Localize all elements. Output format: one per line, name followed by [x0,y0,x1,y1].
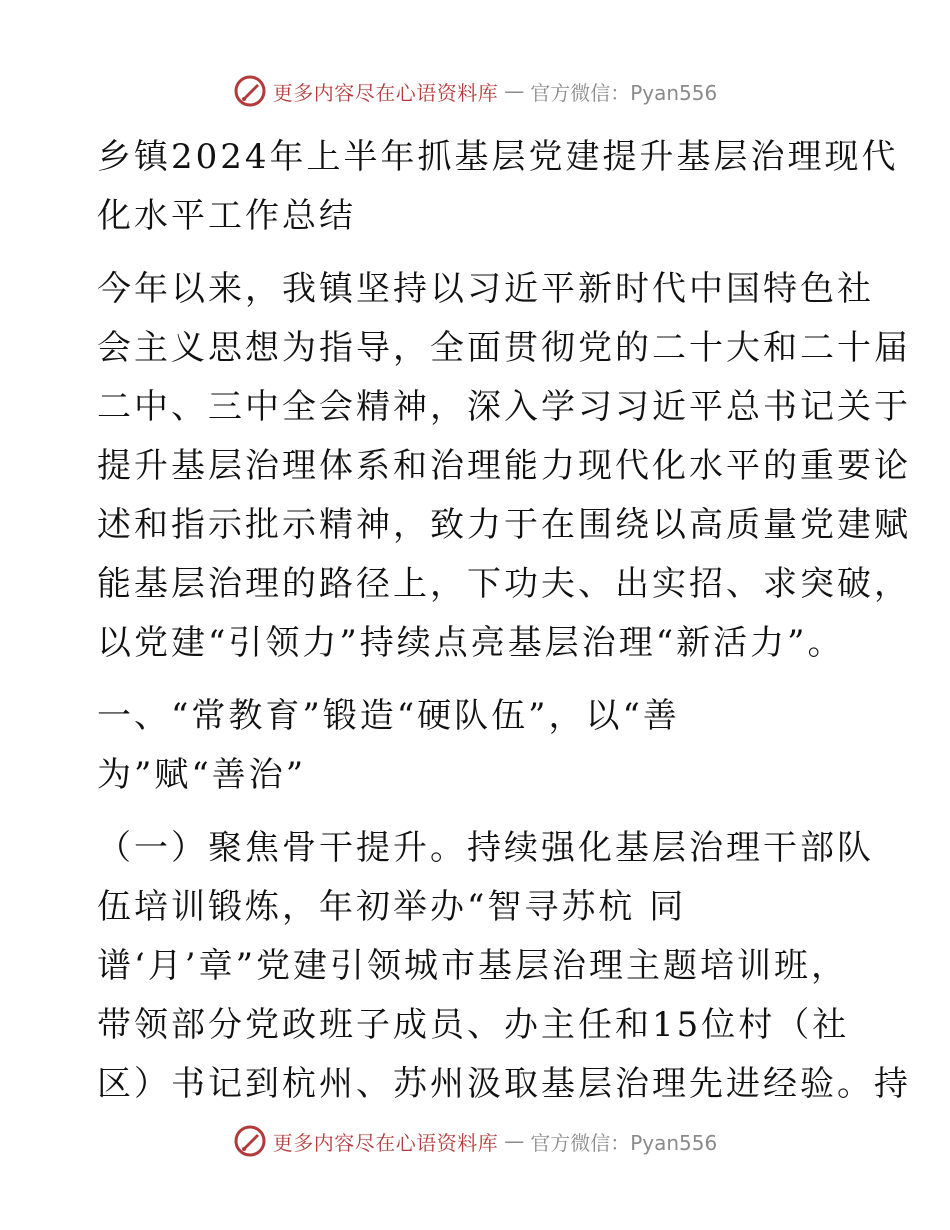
paragraph-line: 区）书记到杭州、苏州汲取基层治理先进经验。持 [97,1064,911,1104]
watermark-contact: 官方微信：Pyan556 [530,1130,718,1155]
paragraph-line: 能基层治理的路径上，下功夫、出实招、求突破， [97,564,911,604]
paragraph-line: 伍培训锻炼，年初举办“智寻苏杭 同 [97,887,687,927]
watermark-top [0,74,950,108]
paragraph-line: 二中、三中全会精神，深入学习习近平总书记关于 [97,387,911,427]
watermark-separator: — [504,1129,525,1153]
watermark-separator: — [504,79,525,103]
paragraph-line: 今年以来，我镇坚持以习近平新时代中国特色社 [97,269,874,309]
paragraph-line: （一）聚焦骨干提升。持续强化基层治理干部队 [97,828,874,868]
title-line: 乡镇2024年上半年抓基层党建提升基层治理现代 [97,137,899,177]
paragraph-line: 带领部分党政班子成员、办主任和15位村（社 [97,1005,850,1045]
watermark-site: 更多内容尽在心语资料库 [272,80,499,105]
intro-paragraph [97,260,911,673]
watermark-site: 更多内容尽在心语资料库 [272,1130,499,1155]
pen-logo-icon [233,1124,267,1158]
watermark-contact: 官方微信：Pyan556 [530,80,718,105]
pen-logo-icon [233,74,267,108]
watermark-bottom [0,1124,950,1158]
heading-line: 为”赋“善治” [97,755,307,795]
paragraph-line: 述和指示批示精神，致力于在围绕以高质量党建赋 [97,505,911,545]
paragraph-line: 会主义思想为指导，全面贯彻党的二十大和二十届 [97,328,911,368]
document-body [97,128,911,1114]
document-title [97,128,899,246]
paragraph-line: 谱‘月’章”党建引领城市基层治理主题培训班， [97,946,848,986]
paragraph-line: 提升基层治理体系和治理能力现代化水平的重要论 [97,446,911,486]
heading-line: 一、“常教育”锻造“硬队伍”，以“善 [97,696,680,736]
section-heading [97,687,857,805]
section-paragraph [97,819,911,1114]
title-line: 化水平工作总结 [97,196,356,236]
paragraph-line: 以党建“引领力”持续点亮基层治理“新活力”。 [97,623,845,663]
